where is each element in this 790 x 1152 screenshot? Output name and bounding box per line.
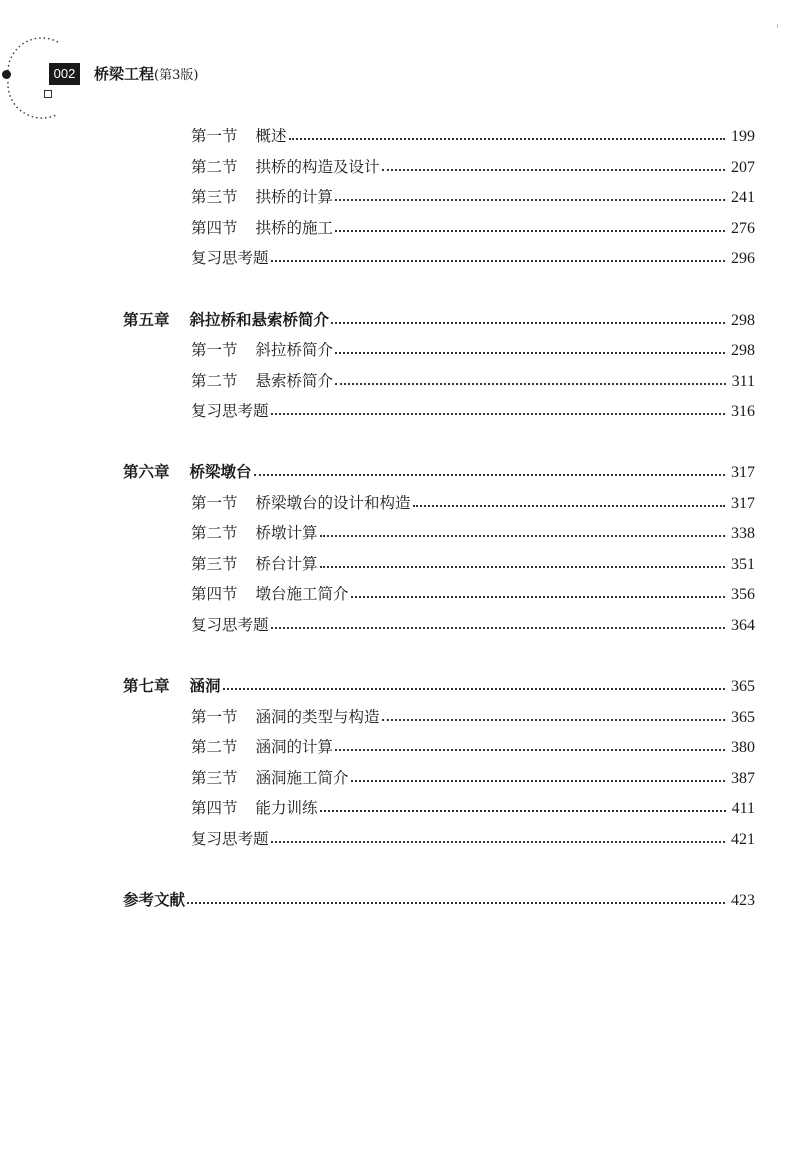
toc-section-entry[interactable]	[191, 124, 755, 148]
square-marker-icon	[44, 90, 52, 98]
toc-entry-title: 涵洞	[189, 676, 221, 695]
toc-entry-label: 第五章	[123, 310, 170, 329]
dot-leader	[413, 505, 725, 507]
dot-leader	[254, 474, 725, 476]
dot-leader	[271, 841, 725, 843]
dot-leader	[351, 596, 725, 598]
toc-section-entry[interactable]	[191, 216, 755, 240]
toc-entry-title: 涵洞的计算	[255, 738, 334, 756]
toc-entry-page: 298	[731, 342, 755, 359]
toc-section-entry[interactable]	[191, 766, 755, 790]
toc-entry-title: 涵洞的类型与构造	[255, 708, 380, 726]
toc-entry-label: 第六章	[123, 462, 170, 481]
toc-entry-title: 复习思考题	[191, 616, 269, 634]
toc-entry-page: 317	[731, 495, 755, 512]
toc-entry-page: 351	[731, 556, 755, 573]
dot-leader	[335, 383, 726, 385]
toc-entry-title: 拱桥的计算	[255, 188, 334, 206]
margin-tick	[777, 24, 778, 28]
toc-entry-page: 356	[731, 586, 755, 603]
dot-leader	[335, 199, 725, 201]
toc-section-entry[interactable]	[191, 491, 755, 515]
toc-section-entry[interactable]	[191, 521, 755, 545]
toc-entry-label: 第四节	[191, 219, 238, 237]
dot-leader	[289, 138, 725, 140]
toc-section-entry[interactable]	[191, 827, 755, 851]
dot-leader	[351, 780, 725, 782]
toc-section-entry[interactable]	[191, 705, 755, 729]
toc-entry-label: 第四节	[191, 799, 238, 817]
book-title: 桥梁工程	[94, 65, 155, 83]
dot-leader	[187, 902, 725, 904]
toc-entry-label: 第一节	[191, 494, 238, 512]
toc-entry-page: 317	[731, 464, 755, 481]
toc-section-entry[interactable]	[191, 338, 755, 362]
toc-entry-title: 拱桥的构造及设计	[255, 158, 380, 176]
toc-entry-page: 316	[731, 403, 755, 420]
toc-section-entry[interactable]	[191, 369, 755, 393]
dot-leader	[320, 810, 726, 812]
toc-entry-page: 296	[731, 250, 755, 267]
toc-entry-title: 复习思考题	[191, 402, 269, 420]
toc-entry-label: 第一节	[191, 341, 238, 359]
toc-entry-title: 桥墩计算	[255, 524, 318, 542]
toc-entry-page: 311	[731, 373, 755, 390]
toc-entry-label: 第二节	[191, 738, 238, 756]
toc-entry-page: 365	[731, 709, 755, 726]
page-header	[0, 30, 300, 120]
toc-chapter-entry[interactable]	[123, 674, 755, 698]
toc-section-entry[interactable]	[191, 246, 755, 270]
toc-entry-title: 桥梁墩台的设计和构造	[255, 494, 411, 512]
toc-entry-page: 241	[731, 189, 755, 206]
dot-leader	[320, 535, 725, 537]
toc-section-entry[interactable]	[191, 155, 755, 179]
dot-leader	[335, 352, 725, 354]
toc-entry-title: 涵洞施工简介	[255, 769, 349, 787]
toc-entry-page: 387	[731, 770, 755, 787]
dot-leader	[320, 566, 725, 568]
bullet-dot-icon	[2, 70, 11, 79]
toc-chapter-entry[interactable]	[123, 308, 755, 332]
toc-entry-page: 365	[731, 678, 755, 695]
toc-entry-label: 第三节	[191, 188, 238, 206]
toc-entry-title: 斜拉桥和悬索桥简介	[189, 310, 330, 329]
toc-entry-label: 第一节	[191, 708, 238, 726]
edition: (第3版)	[154, 68, 199, 83]
toc-entry-title: 斜拉桥简介	[255, 341, 334, 359]
toc-entry-label: 第二节	[191, 372, 238, 390]
dot-leader	[271, 260, 725, 262]
toc-entry-label: 第四节	[191, 585, 238, 603]
toc-entry-title: 复习思考题	[191, 830, 269, 848]
toc-entry-page: 276	[731, 220, 755, 237]
toc-entry-page: 364	[731, 617, 755, 634]
toc-section-entry[interactable]	[191, 552, 755, 576]
dot-leader	[271, 627, 725, 629]
toc-entry-label: 第七章	[123, 676, 170, 695]
toc-entry-page: 380	[731, 739, 755, 756]
dot-leader	[331, 322, 725, 324]
toc-entry-page: 338	[731, 525, 755, 542]
toc-entry-page: 207	[731, 159, 755, 176]
toc-entry-title: 墩台施工简介	[255, 585, 349, 603]
toc-entry-label: 第二节	[191, 524, 238, 542]
toc-section-entry[interactable]	[191, 582, 755, 606]
toc-entry-page: 421	[731, 831, 755, 848]
toc-entry-title: 桥台计算	[255, 555, 318, 573]
dot-leader	[271, 413, 725, 415]
toc-entry-title: 能力训练	[255, 799, 318, 817]
toc-entry-page: 199	[731, 128, 755, 145]
toc-entry-page: 298	[731, 312, 755, 329]
toc-section-entry[interactable]	[191, 796, 755, 820]
dot-leader	[335, 749, 725, 751]
running-title	[94, 63, 198, 87]
toc-entry-label: 第二节	[191, 158, 238, 176]
toc-section-entry[interactable]	[191, 735, 755, 759]
toc-entry-label: 第三节	[191, 555, 238, 573]
toc-entry-label: 第一节	[191, 127, 238, 145]
dot-leader	[335, 230, 725, 232]
toc-chapter-entry[interactable]	[123, 460, 755, 484]
page-number: 002	[49, 63, 80, 85]
toc-entry-title: 悬索桥简介	[255, 372, 334, 390]
toc-entry-title: 参考文献	[123, 890, 186, 909]
toc-entry-label: 第三节	[191, 769, 238, 787]
dot-leader	[382, 169, 725, 171]
toc-entry-title: 概述	[255, 127, 287, 145]
toc-entry-title: 桥梁墩台	[189, 462, 252, 481]
toc-entry-title: 拱桥的施工	[255, 219, 334, 237]
toc-section-entry[interactable]	[191, 185, 755, 209]
toc-section-entry[interactable]	[191, 399, 755, 423]
dot-leader	[382, 719, 725, 721]
toc-entry-page: 423	[731, 892, 755, 909]
toc-chapter-entry[interactable]	[123, 888, 755, 912]
toc-entry-page: 411	[731, 800, 755, 817]
toc-entry-title: 复习思考题	[191, 249, 269, 267]
toc-section-entry[interactable]	[191, 613, 755, 637]
dot-leader	[223, 688, 725, 690]
